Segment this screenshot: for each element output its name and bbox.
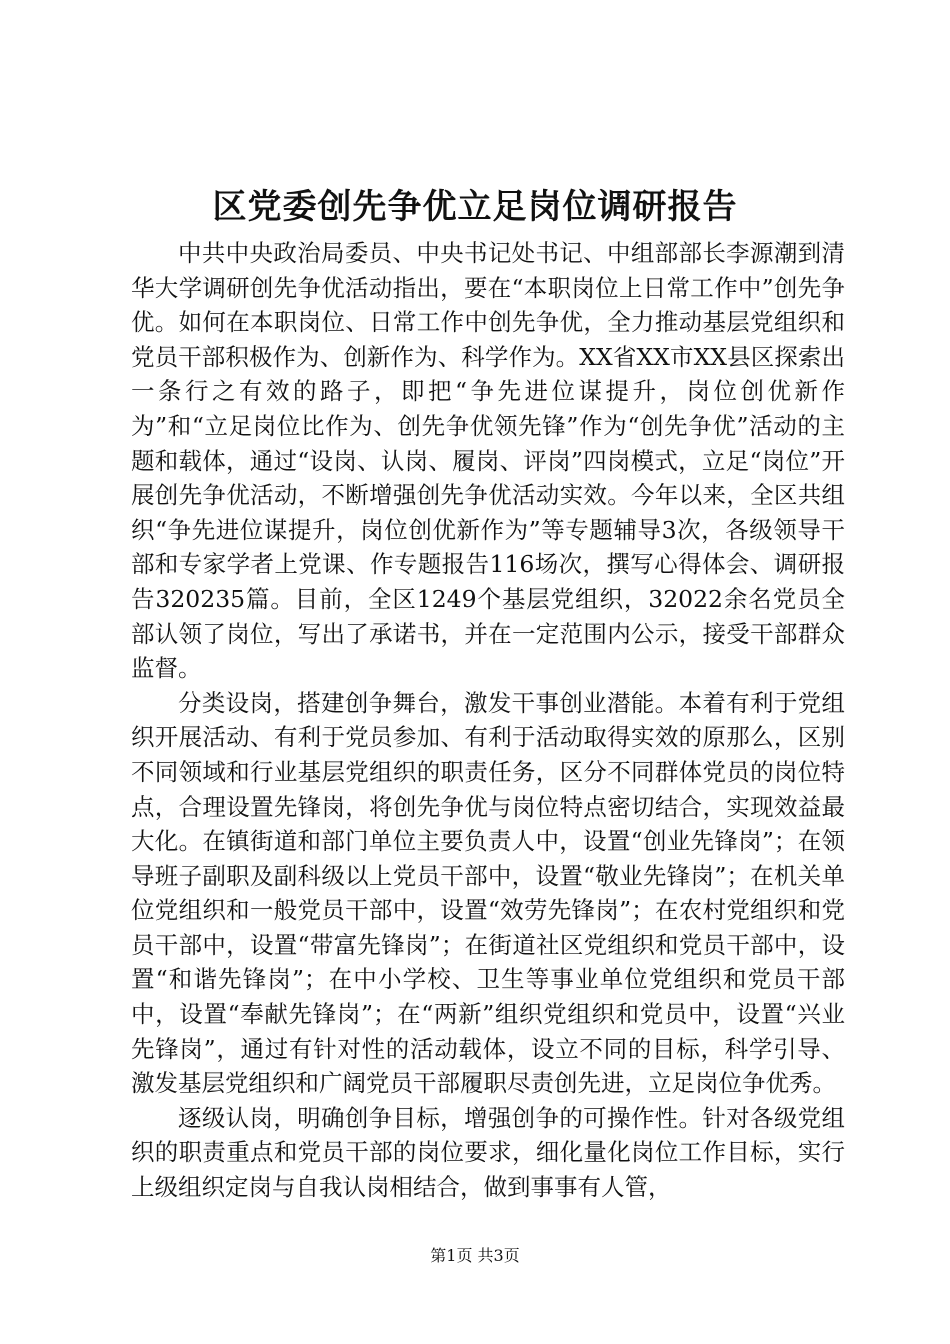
page-footer: 第1页 共3页	[430, 1246, 520, 1265]
document-title: 区党委创先争优立足岗位调研报告	[212, 187, 738, 227]
paragraph-3: 逐级认岗，明确创争目标，增强创争的可操作性。针对各级党组织的职责重点和党员干部的岗位要求，细化量化岗位工作目标，实行上级组织定岗与自我认岗相结合，做到事事有人管，	[131, 1103, 845, 1202]
document-body	[131, 236, 845, 1205]
paragraph-1: 中共中央政治局委员、中央书记处书记、中组部部长李源潮到清华大学调研创先争优活动指出，要在“本职岗位上日常工作中”创先争优。如何在本职岗位、日常工作中创先争优，全力推动基层党组织和党员干部积极作为、创新作为、科学作为。XX省XX市XX县区探索出一条行之有效的路子，即把“争先进位谋提升，岗位创优新作为”和“立足岗位比作为、创先争优领先锋”作为“创先争优”活动的主题和载体，通过“设岗、认岗、履岗、评岗”四岗模式，立足“岗位”开展创先争优活动，不断增强创先争优活动实效。今年以来，全区共组织“争先进位谋提升，岗位创优新作为”等专题辅导3次，各级领导干部和专家学者上党课、作专题报告116场次，撰写心得体会、调研报告320235篇。目前，全区1249个基层党组织，32022余名党员全部认领了岗位，写出了承诺书，并在一定范围内公示，接受干部群众监督。	[131, 239, 845, 683]
paragraph-2: 分类设岗，搭建创争舞台，激发干事创业潜能。本着有利于党组织开展活动、有利于党员参加、有利于活动取得实效的原那么，区别不同领域和行业基层党组织的职责任务，区分不同群体党员的岗位特点，合理设置先锋岗，将创先争优与岗位特点密切结合，实现效益最大化。在镇街道和部门单位主要负责人中，设置“创业先锋岗”；在领导班子副职及副科级以上党员干部中，设置“敬业先锋岗”；在机关单位党组织和一般党员干部中，设置“效劳先锋岗”；在农村党组织和党员干部中，设置“带富先锋岗”；在街道社区党组织和党员干部中，设置“和谐先锋岗”；在中小学校、卫生等事业单位党组织和党员干部中，设置“奉献先锋岗”；在“两新”组织党组织和党员中，设置“兴业先锋岗”，通过有针对性的活动载体，设立不同的目标，科学引导、激发基层党组织和广阔党员干部履职尽责创先进，立足岗位争优秀。	[131, 688, 845, 1098]
